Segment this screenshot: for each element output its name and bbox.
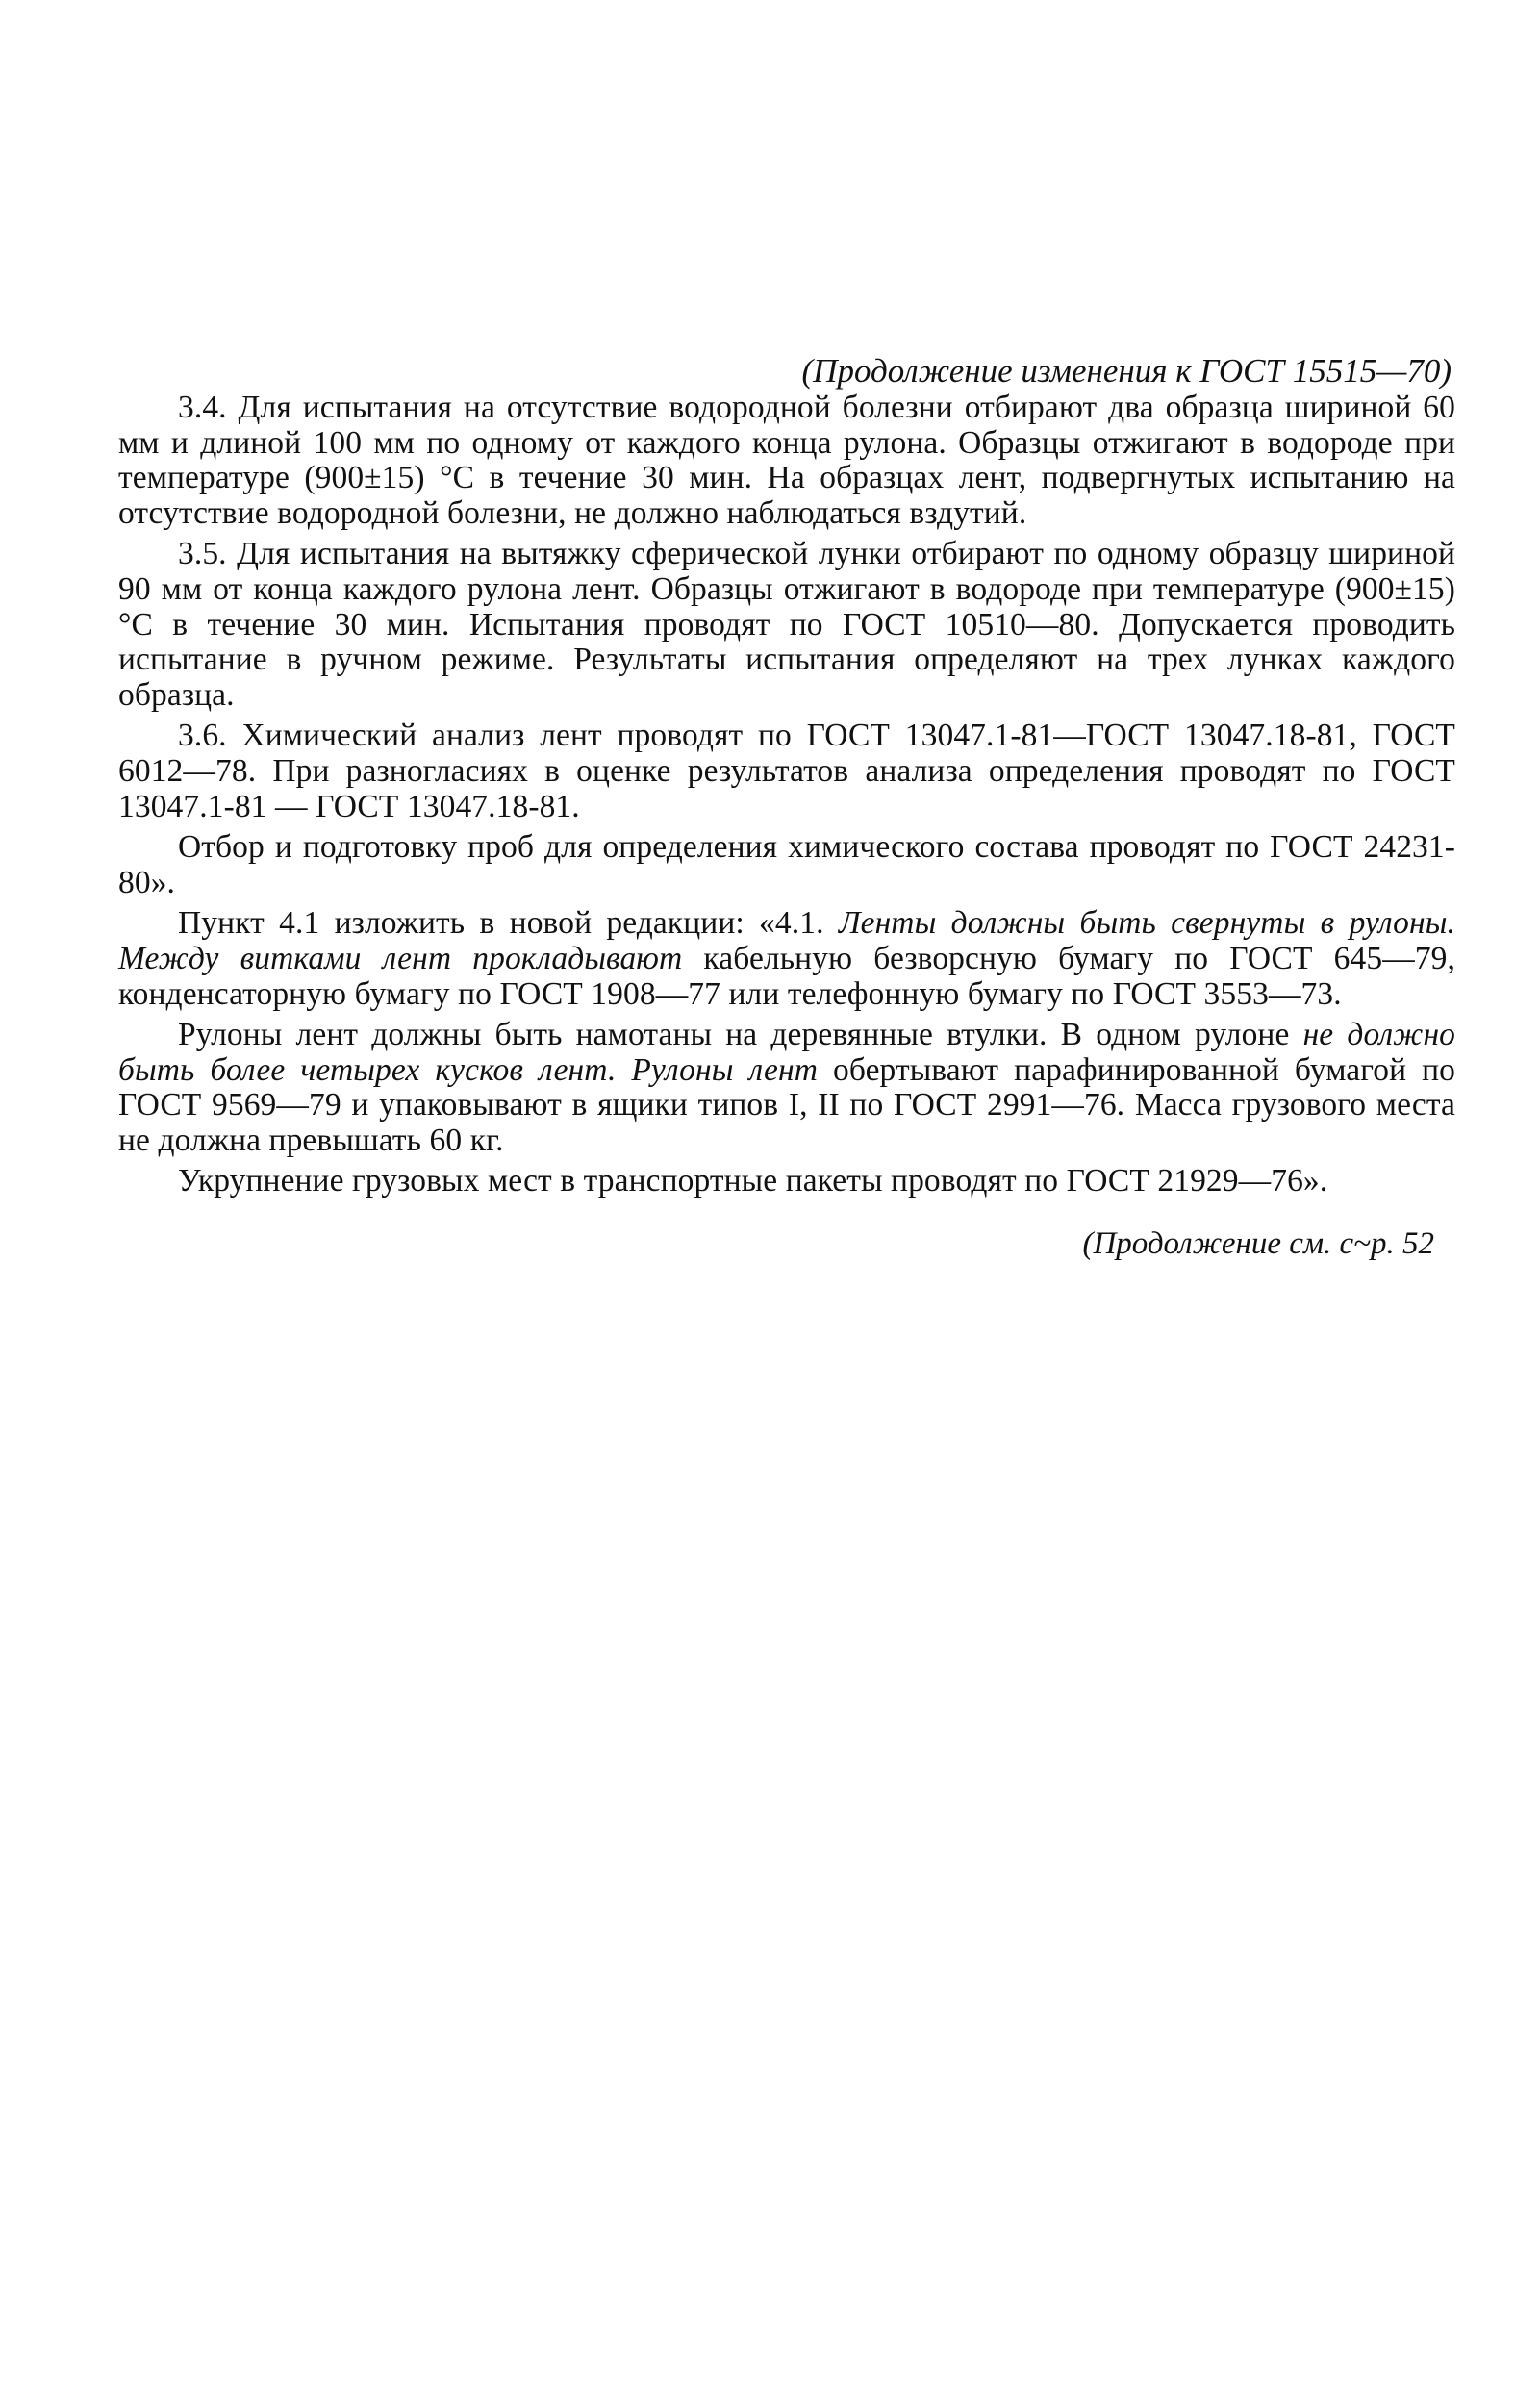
paragraph-4-1-italic: Ленты должны быть свернуты в рулоны. Между витками лент прокладывают [118,905,1455,976]
paragraph-3-6: 3.6. Химический анализ лент проводят по ГОСТ 13047.1-81—ГОСТ 13047.18-81, ГОСТ 6012—78. При разногласиях в оценке результатов анализа определения проводят по ГОСТ 13047.1-81 — ГОСТ 13047.18-81. [118,718,1455,824]
paragraph-4-1-rest: кабельную безворсную бумагу по ГОСТ 645—79, конденсаторную бумагу по ГОСТ 1908—77 или телефонную бумагу по ГОСТ 3553—73. [118,940,1455,1012]
paragraph-rolls [118,1018,1455,1158]
paragraph-consolidation: Укрупнение грузовых мест в транспортные пакеты проводят по ГОСТ 21929—76». [178,1163,1328,1200]
paragraph-rolls-italic: не должно быть более четырех кусков лент. Рулоны лент [118,1017,1456,1088]
document-page [118,354,1455,1261]
paragraph-3-4: 3.4. Для испытания на отсутствие водородной болезни отбирают два образца шириной 60 мм и длиной 100 мм по одному от каждого конца рулона. Образцы отжигают в водороде при температуре (900±15) °С в течение 30 мин. На образцах лент, подвергнутых испытанию на отсутствие водородной болезни, не должно наблюдаться вздутий. [118,390,1455,531]
paragraph-rolls-start: Рулоны лент должны быть намотаны на деревянные втулки. В одном рулоне [178,1017,1303,1053]
paragraph-3-5: 3.5. Для испытания на вытяжку сферической лунки отбирают по одному образцу шириной 90 мм от конца каждого рулона лент. Образцы отжигают в водороде при температуре (900±15) °С в течение 30 мин. Испытания проводят по ГОСТ 10510—80. Допускается проводить испытание в ручном режиме. Результаты испытания определяют на трех лунках каждого образца. [118,536,1455,713]
paragraph-sampling: Отбор и подготовку проб для определения химического состава проводят по ГОСТ 24231- 80». [118,829,1455,900]
paragraph-4-1 [118,906,1455,1012]
continuation-footer: (Продолжение см. с~р. 52 [1082,1226,1434,1262]
paragraph-4-1-prefix: Пункт 4.1 изложить в новой редакции: «4.1. [178,905,839,942]
paragraph-rolls-end: обертывают парафинированной бумагой по ГОСТ 9569—79 и упаковывают в ящики типов I, II по ГОСТ 2991—76. Масса грузового места не должна превышать 60 кг. [118,1051,1455,1158]
continuation-header: (Продолжение изменения к ГОСТ 15515—70) [801,352,1452,390]
